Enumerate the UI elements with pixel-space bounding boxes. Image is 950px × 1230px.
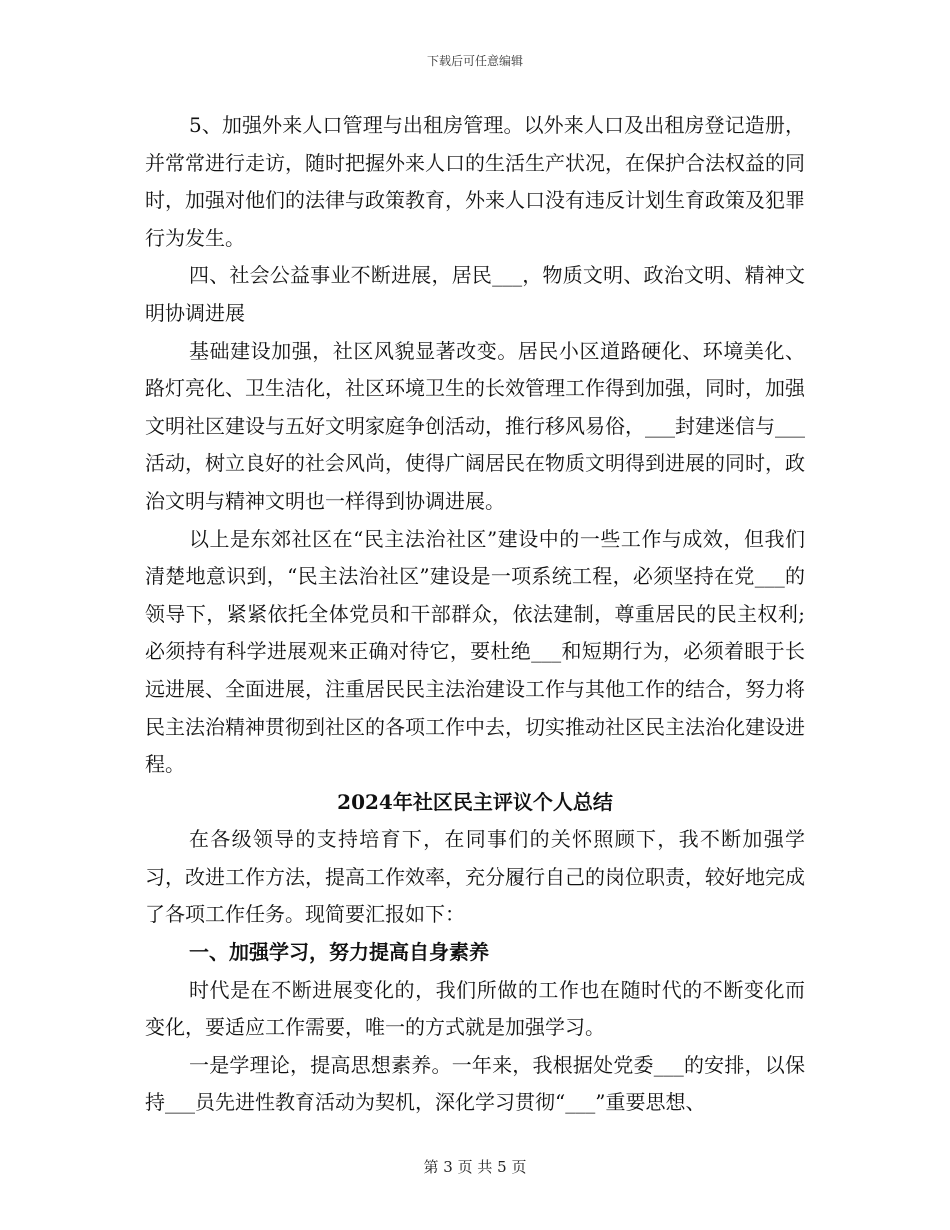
paragraph-infrastructure: 基础建设加强，社区风貌显著改变。居民小区道路硬化、环境美化、路灯亮化、卫生洁化，社区环境卫生的长效管理工作得到加强，同时，加强文明社区建设与五好文明家庭争创活动，推行移风易俗，___封建迷信与___活动，树立良好的社会风尚，使得广阔居民在物质文明得到进展的同时，政治文明与精神文明也一样得到协调进展。 bbox=[145, 338, 805, 513]
page-footer: 第 3 页 共 5 页 bbox=[423, 1158, 527, 1176]
paragraph-times: 时代是在不断进展变化的，我们所做的工作也在随时代的不断变化而变化，要适应工作需要，唯一的方式就是加强学习。 bbox=[145, 977, 805, 1040]
paragraph-intro: 在各级领导的支持培育下，在同事们的关怀照顾下，我不断加强学习，改进工作方法，提高工作效率，充分履行自己的岗位职责，较好地完成了各项工作任务。现简要汇报如下： bbox=[145, 827, 805, 927]
document-body bbox=[145, 107, 805, 1122]
paragraph-conclusion: 以上是东郊社区在“民主法治社区”建设中的一些工作与成效，但我们清楚地意识到，“民主法治社区”建设是一项系统工程，必须坚持在党___的领导下，紧紧依托全体党员和干部群众，依法建制，尊重居民的民主权利;必须持有科学进展观来正确对待它，要杜绝___和短期行为，必须着眼于长远进展、全面进展，注重居民民主法治建设工作与其他工作的结合，努力将民主法治精神贯彻到社区的各项工作中去，切实推动社区民主法治化建设进程。 bbox=[145, 526, 805, 777]
paragraph-theory: 一是学理论，提高思想素养。一年来，我根据处党委___的安排，以保持___员先进性教育活动为契机，深化学习贯彻“___”重要思想、 bbox=[145, 1052, 805, 1115]
paragraph-section-four: 四、社会公益事业不断进展，居民___，物质文明、政治文明、精神文明协调进展 bbox=[145, 263, 805, 325]
heading-study: 一、加强学习，努力提高自身素养 bbox=[189, 940, 489, 965]
page-header: 下载后可任意编辑 bbox=[426, 54, 523, 68]
paragraph-migrant-management: 5、加强外来人口管理与出租房管理。以外来人口及出租房登记造册，并常常进行走访，随时把握外来人口的生活生产状况，在保护合法权益的同时，加强对他们的法律与政策教育，外来人口没有违反计划生育政策及犯罪行为发生。 bbox=[145, 113, 805, 250]
section-title: 2024年社区民主评议个人总结 bbox=[337, 789, 613, 814]
